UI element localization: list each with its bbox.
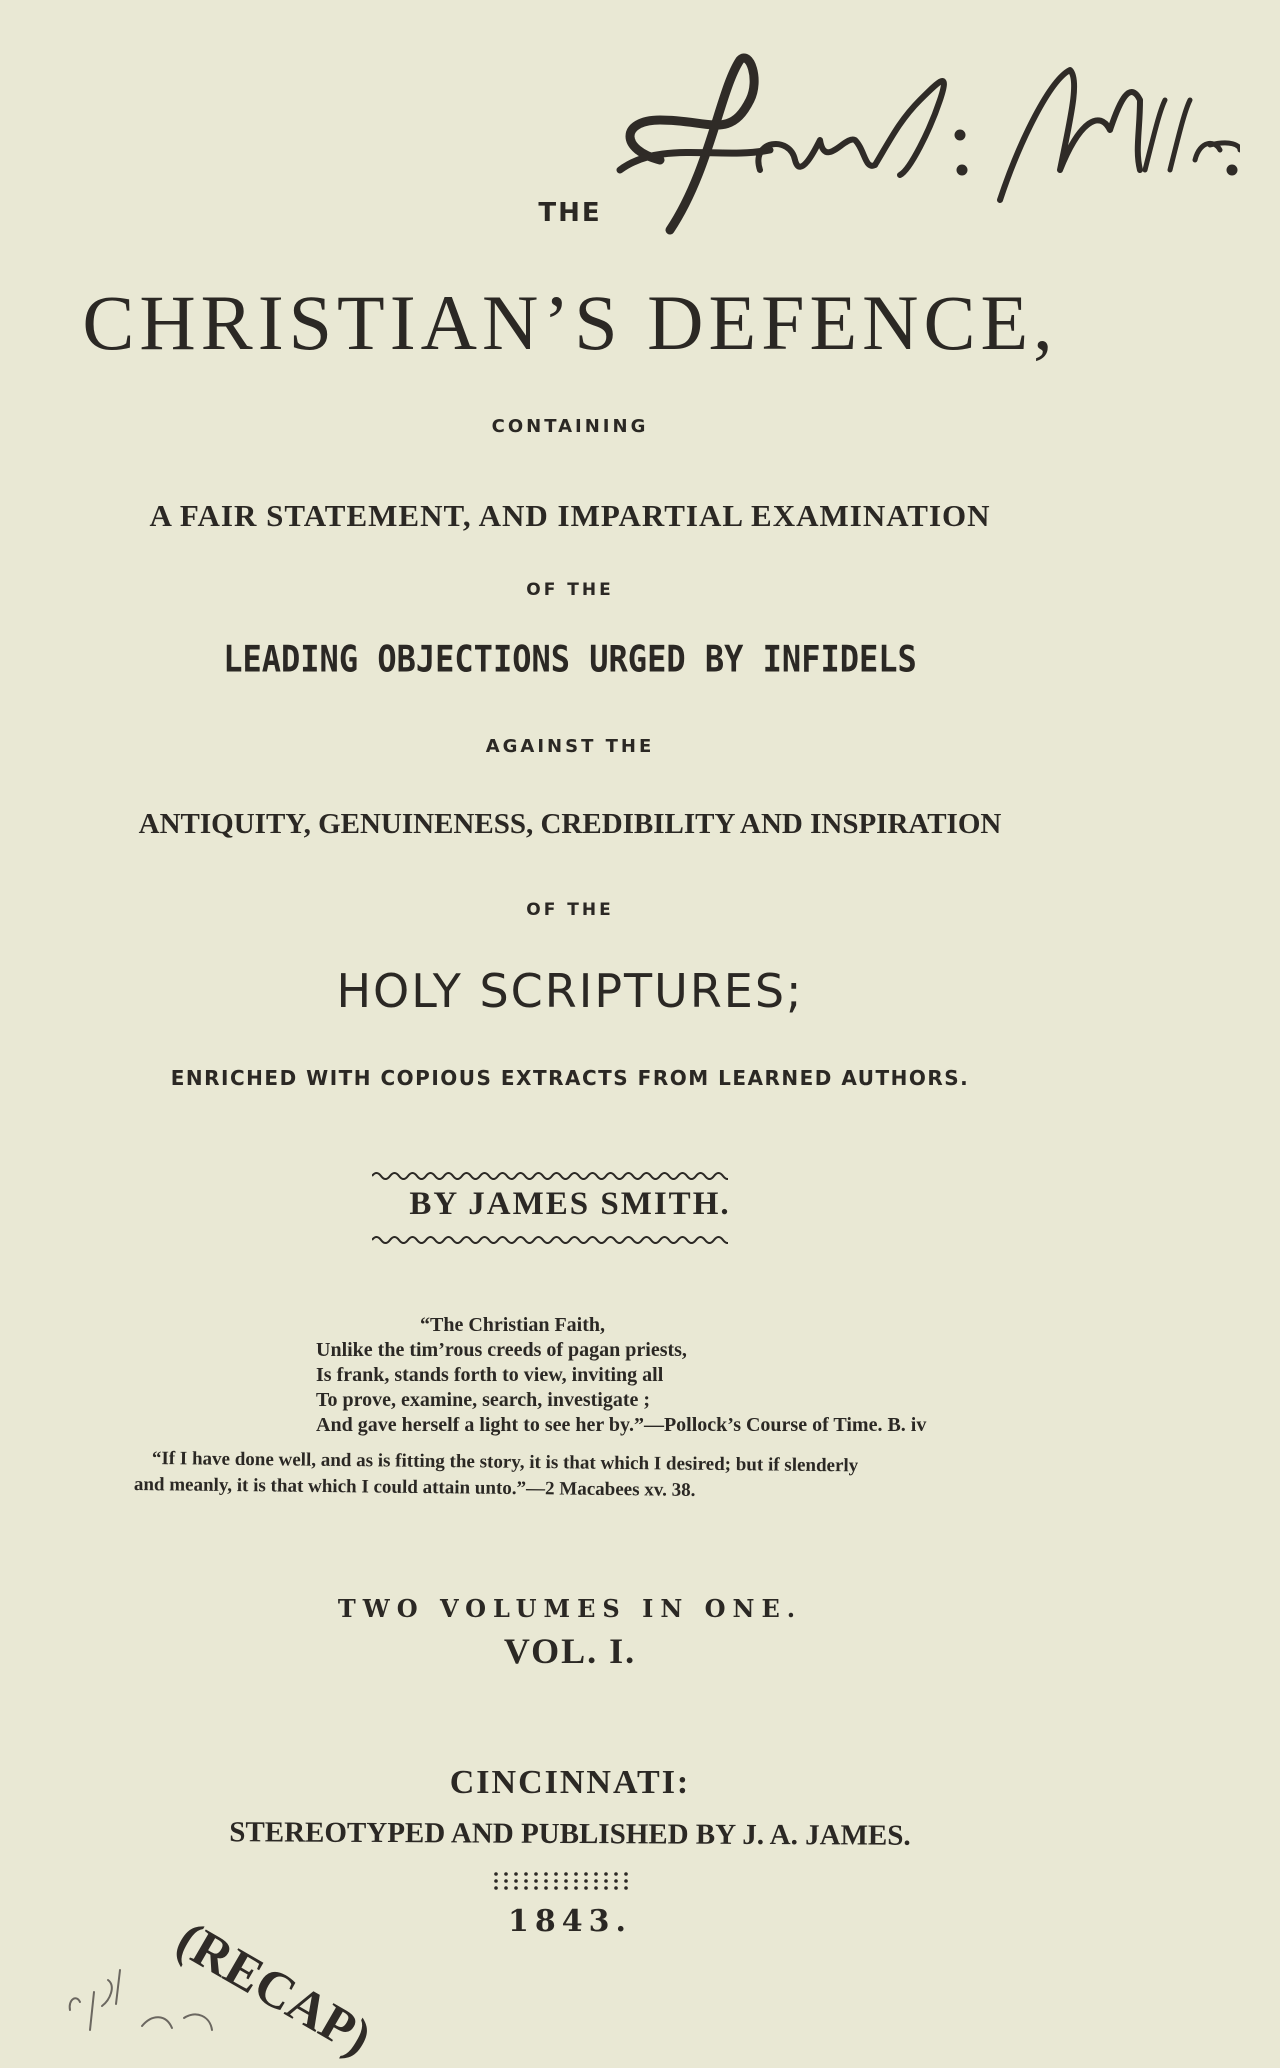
title-article: THE [538, 198, 602, 228]
subtitle-line-1: A FAIR STATEMENT, AND IMPARTIAL EXAMINATION [149, 498, 991, 533]
imprint-publisher: STEREOTYPED AND PUBLISHED BY J. A. JAMES. [229, 1816, 911, 1852]
dotted-ornament [492, 1868, 638, 1894]
epigraph-poem-line-3: Is frank, stands forth to view, inviting all [316, 1364, 664, 1386]
epigraph-poem-line-1: “The Christian Faith, [420, 1314, 606, 1336]
subtitle-connector-of-the-2: OF THE [526, 900, 614, 920]
subtitle-line-2: LEADING OBJECTIONS URGED BY INFIDELS [223, 637, 917, 681]
imprint-year: 1843. [508, 1904, 632, 1939]
book-title: CHRISTIAN’S DEFENCE, [82, 279, 1058, 366]
wavy-rule-bottom [372, 1234, 728, 1246]
subtitle-connector-of-the-1: OF THE [526, 580, 614, 600]
volume-number: VOL. I. [503, 1631, 637, 1671]
subtitle-enriched: ENRICHED WITH COPIOUS EXTRACTS FROM LEARNED AUTHORS. [170, 1066, 970, 1090]
epigraph-quote-line-1: “If I have done well, and as is fitting the story, it is that which I desired; but if slenderly [151, 1448, 859, 1477]
epigraph-quote-line-2: and meanly, it is that which I could attain unto.”—2 Macabees xv. 38. [133, 1474, 696, 1501]
volumes-note: TWO VOLUMES IN ONE. [337, 1594, 803, 1623]
author-byline: BY JAMES SMITH. [409, 1186, 731, 1222]
epigraph-poem-line-5: And gave herself a light to see her by.”—Pollock’s Course of Time. B. iv [316, 1414, 927, 1436]
subtitle-connector-containing: CONTAINING [491, 416, 649, 437]
imprint-city: CINCINNATI: [449, 1764, 691, 1801]
wavy-rule-top [372, 1170, 728, 1182]
subtitle-line-3: ANTIQUITY, GENUINENESS, CREDIBILITY AND INSPIRATION [138, 808, 1002, 840]
epigraph-poem-line-4: To prove, examine, search, investigate ; [316, 1389, 651, 1411]
subtitle-connector-against: AGAINST THE [485, 736, 655, 757]
pencil-marks [50, 1930, 250, 2039]
library-stamp: (RECAP) [167, 1910, 381, 2068]
subtitle-holy-scriptures: HOLY SCRIPTURES; [336, 964, 804, 1018]
epigraph-poem-line-2: Unlike the tim’rous creeds of pagan priests, [316, 1339, 687, 1361]
